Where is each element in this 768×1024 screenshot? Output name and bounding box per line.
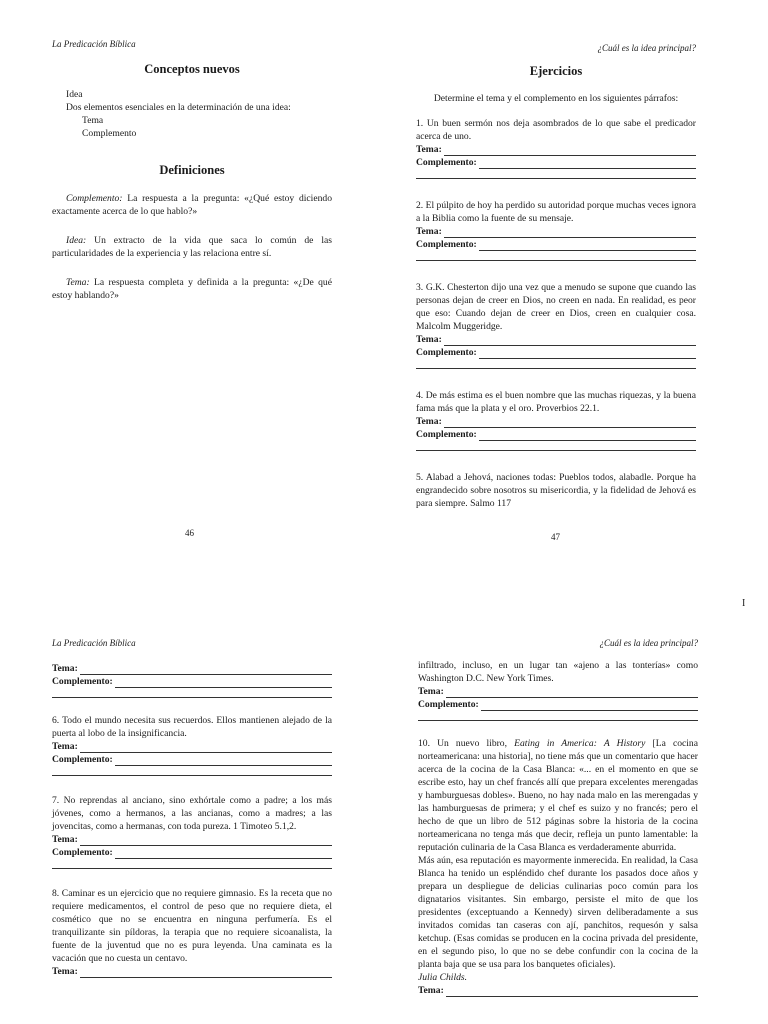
definition-text: La respuesta completa y definida a la pregunta: «¿De qué estoy hablando?» (52, 277, 332, 301)
margin-mark: I (742, 598, 746, 609)
page-46 (52, 38, 332, 302)
answer-line[interactable] (52, 859, 332, 869)
exercise-7 (52, 794, 332, 869)
tema-field[interactable]: Tema: (416, 415, 696, 428)
answer-line[interactable] (416, 441, 696, 451)
section-title-concepts: Conceptos nuevos (144, 62, 240, 76)
definition-complemento (52, 192, 332, 218)
section-title-definitions: Definiciones (159, 163, 225, 177)
definition-term: Complemento: (66, 193, 123, 204)
exercise-1 (416, 117, 696, 179)
concept-item: Dos elementos esenciales en la determinación de una idea: (66, 102, 291, 113)
section-title-exercises: Ejercicios (529, 64, 583, 78)
tema-field[interactable]: Tema: (416, 333, 696, 346)
exercise-2 (416, 199, 696, 261)
answer-line[interactable] (52, 766, 332, 776)
definition-idea (52, 234, 332, 260)
complemento-field[interactable]: Complemento: (416, 346, 696, 359)
running-head: ¿Cuál es la idea principal? (597, 43, 696, 53)
answer-line[interactable] (418, 711, 698, 721)
complemento-field[interactable]: Complemento: (52, 675, 332, 688)
complemento-field[interactable]: Complemento: (416, 156, 696, 169)
exercise-text-continued: Más aún, esa reputación es mayormente inmerecida. En realidad, la Casa Blanca ha tenido un espléndido chef durante los pasados doce años y prepara un despliegue de delicias culinarias poco común para los dignatarios visitantes. Sin embargo, persiste el mito de que los presidentes (exceptuando a Kennedy) sirven deliberadamente a sus invitados comidas tan caseras con ají, panchitos, requesón y salsa ketchup. (Esas comidas se producen en la cocina privada del presidente, en el segundo piso, lo que no se debe confundir con la cocina de la planta baja que se usa para los banquetes oficiales). (418, 855, 698, 970)
page-number: 47 (551, 532, 560, 542)
exercise-5 (416, 471, 696, 510)
definition-text: Un extracto de la vida que saca lo común de las particularidades de la experiencia y las relaciona entre sí. (52, 235, 332, 259)
definition-term: Tema: (66, 277, 90, 288)
concept-item: Idea (66, 89, 83, 100)
answer-line[interactable] (416, 359, 696, 369)
tema-field[interactable]: Tema: (416, 225, 696, 238)
answer-line[interactable] (416, 169, 696, 179)
complemento-field[interactable]: Complemento: (52, 753, 332, 766)
instructions: Determine el tema y el complemento en los siguientes párrafos: (433, 93, 679, 104)
exercise-6 (52, 714, 332, 776)
exercise-text: 8. Caminar es un ejercicio que no requiere gimnasio. Es la receta que no requiere medicamentos, el control de peso que no requiere dieta, el cosmético que no se encuentra en ninguna perfumería. Es el tranquilizante sin píldoras, la terapia que no requiere sicoanalista, la fuente de la juventud que no es pura leyenda. Una caminata es la vacación que no cuesta un centavo. (52, 888, 332, 964)
complemento-field[interactable]: Complemento: (52, 846, 332, 859)
concepts-list (66, 88, 332, 140)
exercise-text: 7. No reprendas al anciano, sino exhórtale como a padre; a los más jóvenes, como a hermanos, a las ancianas, como a madres; a las jovencitas, como a hermanas, con toda pureza. 1 Timoteo 5.1,2. (52, 795, 332, 832)
page-47 (416, 42, 696, 510)
exercise-author: Julia Childs. (418, 972, 468, 983)
tema-field[interactable]: Tema: (52, 965, 332, 978)
exercise-10 (418, 737, 698, 997)
tema-field[interactable]: Tema: (418, 984, 698, 997)
complemento-field[interactable]: Complemento: (418, 698, 698, 711)
complemento-field[interactable]: Complemento: (416, 238, 696, 251)
exercise-text: 6. Todo el mundo necesita sus recuerdos. Ellos mantienen alejado de la puerta al lobo de la insignificancia. (52, 715, 332, 739)
page-48 (52, 637, 332, 978)
running-head: La Predicación Bíblica (52, 638, 136, 648)
concept-item: Tema (82, 115, 104, 126)
exercise-text: 2. El púlpito de hoy ha perdido su autoridad porque muchas veces ignora a la Biblia como la fuente de su mensaje. (416, 200, 697, 224)
tema-field[interactable]: Tema: (418, 685, 698, 698)
exercise-3 (416, 281, 696, 369)
page-49 (418, 637, 698, 997)
exercise-4 (416, 389, 696, 451)
exercise-text: 3. G.K. Chesterton dijo una vez que a menudo se supone que cuando las personas dejan de creer en Dios, no creen en nada. En realidad, es peor que eso: Cuando dejan de creer en Dios, creen en cualquier cosa. Malcolm Muggeridge. (416, 282, 696, 332)
answer-line[interactable] (52, 688, 332, 698)
exercise-8 (52, 887, 332, 978)
definition-tema (52, 276, 332, 302)
concept-item: Complemento (82, 128, 137, 139)
exercise-text: 1. Un buen sermón nos deja asombrados de lo que sabe el predicador acerca de uno. (416, 118, 696, 142)
carryover-text: infiltrado, incluso, en un lugar tan «ajeno a las tonterías» como Washington D.C. New York Times. (418, 660, 698, 684)
definition-term: Idea: (66, 235, 87, 246)
answer-line[interactable] (416, 251, 696, 261)
exercise-text: 10. Un nuevo libro, Eating in America: A History [La cocina norteamericana: una historia], no tiene más que un comentario que hacer acerca de la cocina de la Casa Blanca: «... en el momento en que se escribe esto, hay un chef francés allí que prepara excelentes merengadas y hamburguesas dobles». Bueno, no hay nada malo en las merengadas y las hamburguesas de primera; y el chef es suizo y no francés; pero el hecho de que un libro de 512 páginas sobre la historia de la cocina norteamericana no tenga más que decir, refleja un punto lamentable: la reputación culinaria de la Casa Blanca es verdaderamente aburrida. (418, 738, 698, 853)
tema-field[interactable]: Tema: (52, 833, 332, 846)
tema-field[interactable]: Tema: (52, 740, 332, 753)
running-head: La Predicación Bíblica (52, 39, 136, 49)
exercise-5-answers (52, 662, 332, 698)
tema-field[interactable]: Tema: (52, 662, 332, 675)
book-title: Eating in America: A History (514, 738, 646, 749)
complemento-field[interactable]: Complemento: (416, 428, 696, 441)
running-head: ¿Cuál es la idea principal? (599, 638, 698, 648)
definition-text: La respuesta a la pregunta: «¿Qué estoy diciendo exactamente acerca de lo que hablo?» (52, 193, 332, 217)
tema-field[interactable]: Tema: (416, 143, 696, 156)
exercise-text: 5. Alabad a Jehová, naciones todas: Pueblos todos, alabadle. Porque ha engrandecido sobre nosotros su misericordia, y la fidelidad de Jehová es para siempre. Salmo 117 (416, 472, 696, 509)
exercise-text: 4. De más estima es el buen nombre que las muchas riquezas, y la buena fama más que la plata y el oro. Proverbios 22.1. (416, 390, 696, 414)
page-number: 46 (185, 528, 194, 538)
